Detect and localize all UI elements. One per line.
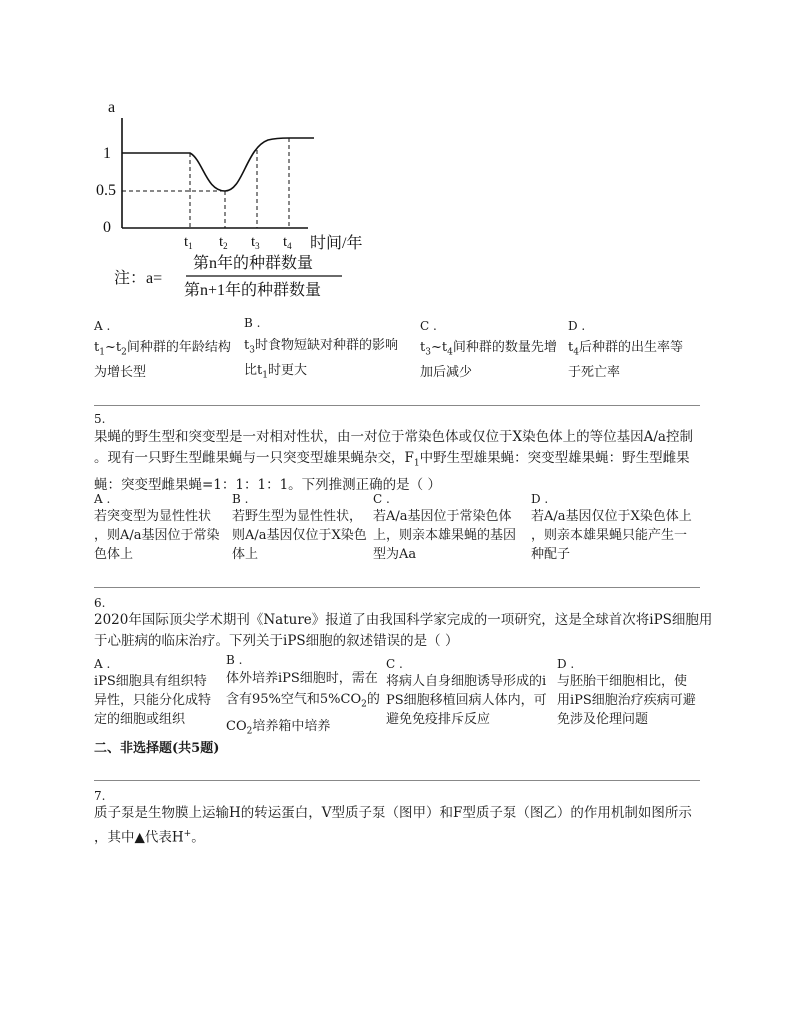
- y-tick-0.5: 0.5: [96, 182, 116, 199]
- formula-numerator: 第n年的种群数量: [193, 255, 314, 272]
- question-number: 7.: [94, 789, 106, 803]
- option-letter: B .: [244, 316, 261, 330]
- question-number: 5.: [94, 412, 106, 426]
- q7-stem: 质子泵是生物膜上运输H的转运蛋白，V型质子泵（图甲）和F型质子泵（图乙）的作用机制如图所示 ，其中▲代表H+。: [94, 805, 692, 846]
- q6-stem: 2020年国际顶尖学术期刊《Nature》报道了由我国科学家完成的一项研究，这是全球首次将iPS细胞用 于心脏病的临床治疗。下列关于iPS细胞的叙述错误的是（ ）: [94, 612, 713, 649]
- x-tick-t2: $t_2$: [219, 234, 228, 251]
- option-letter: D .: [568, 319, 586, 333]
- divider: [94, 405, 700, 406]
- section-heading: 二、非选择题(共5题): [94, 741, 220, 756]
- divider: [94, 780, 700, 781]
- x-tick-t4: $t_4$: [283, 234, 292, 251]
- option-letter: A .: [94, 319, 111, 333]
- question-number: 6.: [94, 596, 106, 610]
- x-axis-label: 时间/年: [310, 235, 363, 252]
- a-curve: [122, 138, 314, 191]
- population-ratio-figure: [78, 88, 378, 308]
- option-letter: C .: [420, 319, 437, 333]
- x-tick-t3: $t_3$: [251, 234, 260, 251]
- note-prefix: 注：a=: [114, 270, 163, 287]
- q5-stem: 果蝇的野生型和突变型是一对相对性状，由一对位于常染色体或仅位于X染色体上的等位基因A/a控制 。现有一只野生型雌果蝇与一只突变型雄果蝇杂交，$F_1$中野生型雄果蝇：突变型雄果蝇：野生型雌果 蝇：突变型雌果蝇=1：1：1：1。下列推测正确的是（ ）: [94, 429, 693, 493]
- y-axis-label: a: [108, 99, 116, 116]
- formula-denominator: 第n+1年的种群数量: [184, 282, 322, 299]
- divider: [94, 587, 700, 588]
- y-tick-0: 0: [103, 219, 111, 236]
- y-tick-1: 1: [103, 145, 111, 162]
- x-tick-t1: $t_1$: [184, 234, 193, 251]
